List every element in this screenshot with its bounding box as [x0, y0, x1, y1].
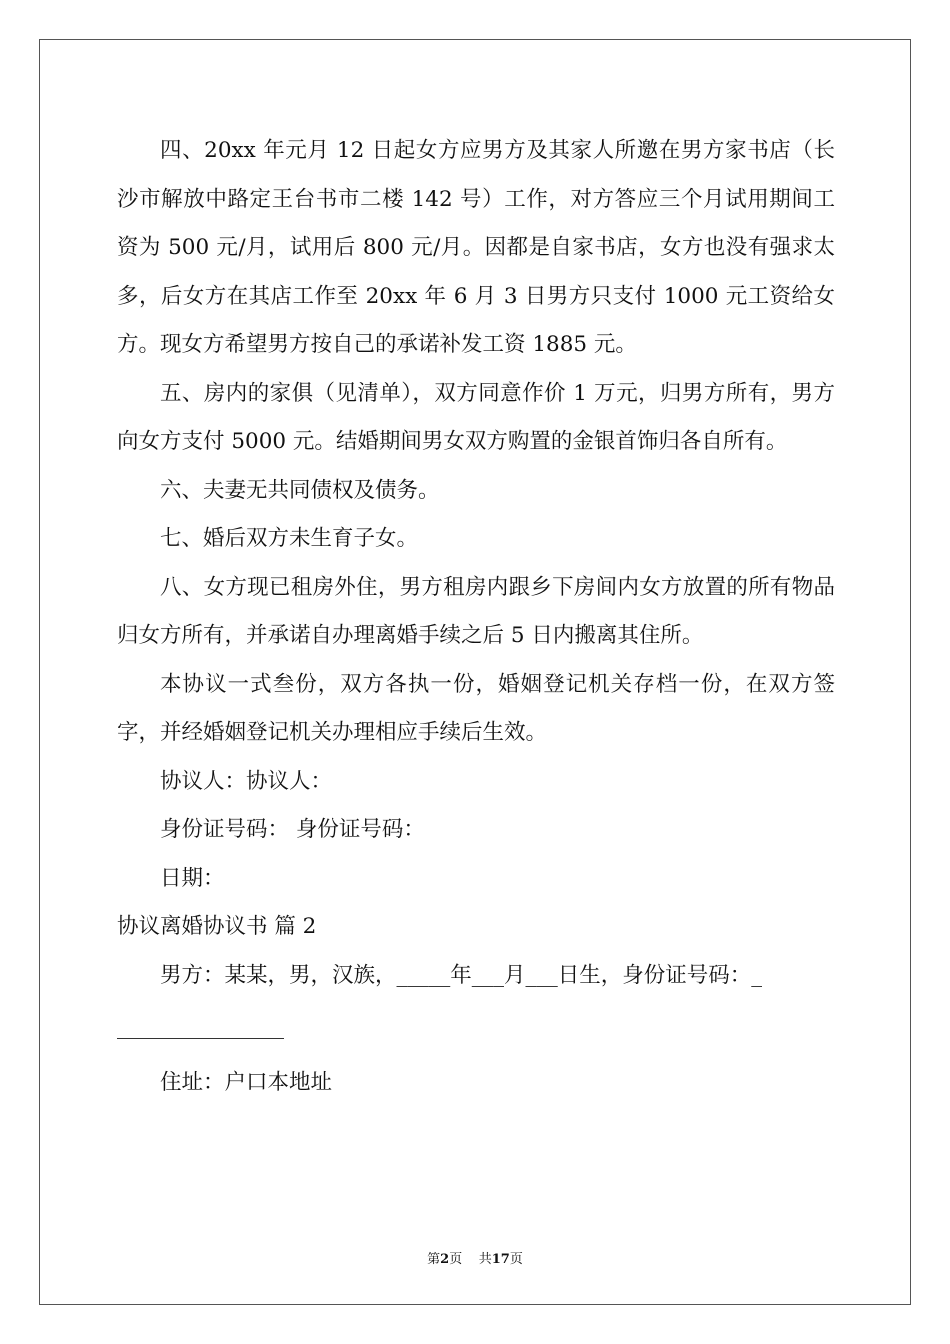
id-numbers-line: 身份证号码： 身份证号码： — [160, 817, 425, 842]
clause-eight: 八、女方现已租房外住，男方租房内跟乡下房间内女方放置的所有物品归女方所有，并承诺自办理离婚手续之后 5 日内搬离其住所。 — [117, 574, 835, 648]
agreement-copies-clause: 本协议一式叁份，双方各执一份，婚姻登记机关存档一份，在双方签字，并经婚姻登记机关办理相应手续后生效。 — [117, 671, 835, 745]
page-footer — [0, 1248, 950, 1267]
clause-seven: 七、婚后双方未生育子女。 — [160, 526, 419, 551]
footer-page-suffix: 页 — [449, 1252, 463, 1267]
address-line: 住址：户口本地址 — [160, 1070, 333, 1095]
footer-total-prefix: 共 — [478, 1252, 492, 1267]
footer-page-prefix: 第 — [427, 1252, 441, 1267]
clause-four: 四、20xx 年元月 12 日起女方应男方及其家人所邀在男方家书店（长沙市解放中路定王台书市二楼 142 号）工作，对方答应三个月试用期间工资为 500 元/月，试用后 800 元/月。因都是自家书店，女方也没有强求太多，后女方在其店工作至 20xx 年 6 月 3 日男方只支付 1000 元工资给女方。现女方希望男方按自己的承诺补发工资 1885 元。 — [117, 138, 835, 357]
footer-total-pages: 17 — [491, 1252, 510, 1267]
signers-line: 协议人：协议人： — [160, 768, 333, 794]
document-body — [117, 127, 835, 1108]
footer-page-number: 2 — [440, 1252, 450, 1267]
section-title: 协议离婚协议书 篇 2 — [117, 914, 317, 939]
id-number-blank-line — [117, 1038, 284, 1039]
clause-five: 五、房内的家俱（见清单），双方同意作价 1 万元，归男方所有，男方向女方支付 5000 元。结婚期间男女双方购置的金银首饰归各自所有。 — [117, 380, 835, 454]
date-line: 日期： — [160, 865, 225, 891]
footer-total-suffix: 页 — [509, 1252, 523, 1267]
man-info-line: 男方：某某，男，汉族，_____年___月___日生，身份证号码：_ — [160, 962, 763, 988]
clause-six: 六、夫妻无共同债权及债务。 — [160, 477, 440, 503]
